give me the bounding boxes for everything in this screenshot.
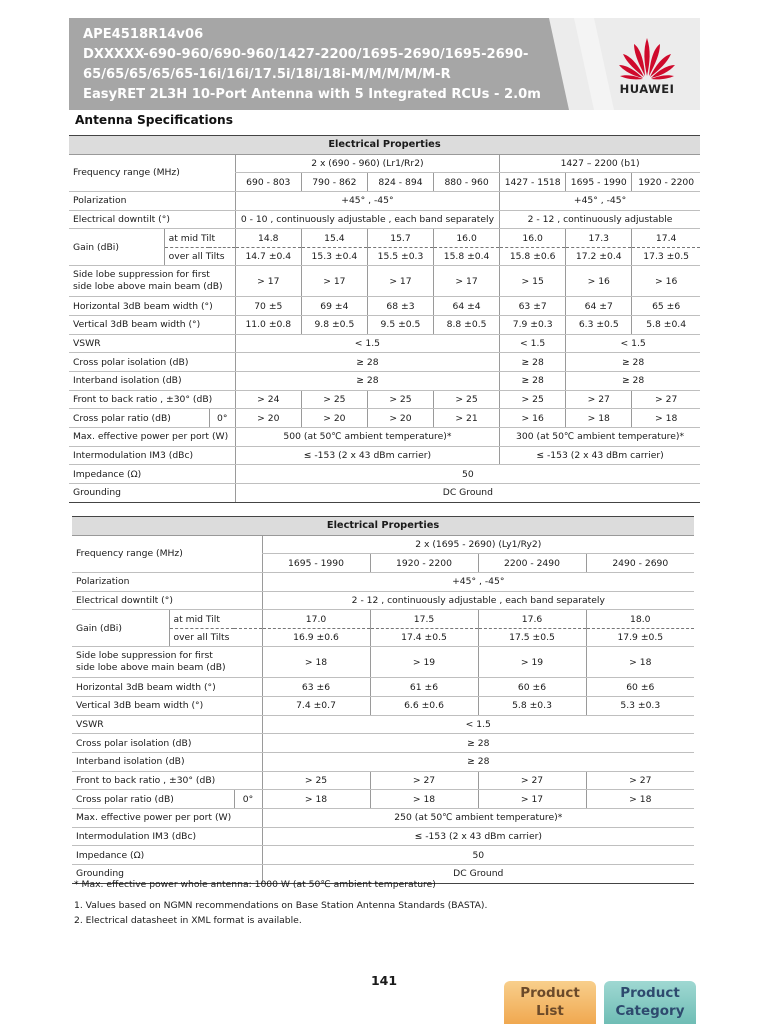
table-cell: ≥ 28 xyxy=(262,734,694,753)
table-cell: 18.0 xyxy=(586,610,694,629)
table-cell: 64 ±4 xyxy=(434,297,500,316)
row-label: Electrical downtilt (°) xyxy=(69,210,235,229)
table-cell: 50 xyxy=(235,465,700,484)
table-row xyxy=(69,465,700,484)
huawei-petals-icon xyxy=(606,32,688,80)
button-label-line-1: Product xyxy=(520,985,580,1001)
band-group: 2 x (1695 - 2690) (Ly1/Ry2) xyxy=(262,535,694,554)
huawei-wordmark: HUAWEI xyxy=(619,82,675,96)
table-cell: > 27 xyxy=(478,771,586,790)
table-cell: 17.6 xyxy=(478,610,586,629)
table-cell: ≥ 28 xyxy=(235,353,499,372)
row-label xyxy=(69,266,235,297)
table-cell: 15.7 xyxy=(367,229,433,248)
table-cell: 300 (at 50℃ ambient temperature)* xyxy=(500,427,700,446)
table-cell: 15.4 xyxy=(301,229,367,248)
table-cell: > 20 xyxy=(367,409,433,428)
table-cell: +45° , -45° xyxy=(500,191,700,210)
table-cell: 16.0 xyxy=(500,229,566,248)
table-row xyxy=(72,771,694,790)
row-label: Frequency range (MHz) xyxy=(69,154,235,191)
sub-label: at mid Tilt xyxy=(169,610,262,629)
table-row xyxy=(69,483,700,502)
table-cell: 17.3 ±0.5 xyxy=(632,247,700,266)
row-label: Cross polar ratio (dB) xyxy=(72,790,234,809)
table-cell: > 19 xyxy=(370,647,478,678)
row-label: Gain (dBi) xyxy=(72,610,169,647)
row-label: Frequency range (MHz) xyxy=(72,535,262,572)
page-number: 141 xyxy=(370,973,398,988)
table-cell: 14.7 ±0.4 xyxy=(235,247,301,266)
table-cell: > 16 xyxy=(500,409,566,428)
row-label: Front to back ratio , ±30° (dB) xyxy=(69,390,235,409)
product-list-button[interactable] xyxy=(504,981,596,1024)
table-row xyxy=(72,846,694,865)
angle-cell: 0° xyxy=(234,790,262,809)
table-row xyxy=(72,734,694,753)
table-cell: ≤ -153 (2 x 43 dBm carrier) xyxy=(235,446,499,465)
band-cell: 1695 - 1990 xyxy=(566,173,632,192)
electrical-properties-table-2 xyxy=(72,516,694,884)
button-label-line-2: List xyxy=(536,1003,564,1019)
row-label: Horizontal 3dB beam width (°) xyxy=(69,297,235,316)
table-title: Electrical Properties xyxy=(69,136,700,155)
table-cell: ≥ 28 xyxy=(500,372,566,391)
table-cell: 17.3 xyxy=(566,229,632,248)
band-cell: 1695 - 1990 xyxy=(262,554,370,573)
table-cell: +45° , -45° xyxy=(262,572,694,591)
table-cell: 17.0 xyxy=(262,610,370,629)
table-row xyxy=(72,827,694,846)
table-cell: 2 - 12 , continuously adjustable , each band separately xyxy=(262,591,694,610)
table-cell: 0 - 10 , continuously adjustable , each band separately xyxy=(235,210,499,229)
band-cell: 824 - 894 xyxy=(367,173,433,192)
table-cell: 50 xyxy=(262,846,694,865)
row-label-line-2: side lobe above main beam (dB) xyxy=(76,662,226,674)
row-label xyxy=(72,647,262,678)
table-row xyxy=(72,647,694,678)
table-cell: 61 ±6 xyxy=(370,678,478,697)
table-title: Electrical Properties xyxy=(72,517,694,536)
angle-cell: 0° xyxy=(209,409,235,428)
table-cell: 63 ±6 xyxy=(262,678,370,697)
row-label: VSWR xyxy=(69,334,235,353)
table-cell: 7.9 ±0.3 xyxy=(500,316,566,335)
band-cell: 1427 - 1518 xyxy=(500,173,566,192)
table-cell: 6.3 ±0.5 xyxy=(566,316,632,335)
row-label: Intermodulation IM3 (dBc) xyxy=(72,827,262,846)
table-row xyxy=(69,191,700,210)
row-label: Cross polar isolation (dB) xyxy=(69,353,235,372)
table-row xyxy=(69,353,700,372)
table-cell: ≥ 28 xyxy=(500,353,566,372)
band-cell: 1920 - 2200 xyxy=(370,554,478,573)
table-cell: 8.8 ±0.5 xyxy=(434,316,500,335)
table-cell: 7.4 ±0.7 xyxy=(262,697,370,716)
table-cell: > 20 xyxy=(235,409,301,428)
table-header-row xyxy=(69,136,700,155)
table-cell: > 17 xyxy=(301,266,367,297)
product-description: EasyRET 2L3H 10-Port Antenna with 5 Integrated RCUs - 2.0m xyxy=(83,87,541,102)
table-cell: > 19 xyxy=(478,647,586,678)
table-cell: > 18 xyxy=(586,790,694,809)
table-row xyxy=(69,446,700,465)
table-cell: DC Ground xyxy=(235,483,700,502)
table-row xyxy=(69,409,700,428)
band-group-high: 1427 – 2200 (b1) xyxy=(500,154,700,173)
table-cell: 17.5 ±0.5 xyxy=(478,628,586,647)
table-cell: > 27 xyxy=(370,771,478,790)
header-banner xyxy=(69,18,700,110)
product-model: APE4518R14v06 xyxy=(83,27,204,42)
table-cell: > 16 xyxy=(632,266,700,297)
footnote-1: 1. Values based on NGMN recommendations on Base Station Antenna Standards (BASTA). xyxy=(74,900,488,911)
product-category-button[interactable] xyxy=(604,981,696,1024)
row-label: Cross polar isolation (dB) xyxy=(72,734,262,753)
table-cell: 17.4 ±0.5 xyxy=(370,628,478,647)
table-cell: 63 ±7 xyxy=(500,297,566,316)
band-cell: 1920 - 2200 xyxy=(632,173,700,192)
row-label: Horizontal 3dB beam width (°) xyxy=(72,678,262,697)
table-cell: > 15 xyxy=(500,266,566,297)
row-label: Gain (dBi) xyxy=(69,229,164,266)
table-row xyxy=(69,334,700,353)
table-cell: > 16 xyxy=(566,266,632,297)
table-cell: > 25 xyxy=(500,390,566,409)
band-cell: 690 - 803 xyxy=(235,173,301,192)
table-cell: 5.8 ±0.4 xyxy=(632,316,700,335)
row-label-line-1: Side lobe suppression for first xyxy=(73,269,210,281)
table-row xyxy=(72,535,694,554)
table-cell: 500 (at 50℃ ambient temperature)* xyxy=(235,427,499,446)
table-row xyxy=(69,154,700,173)
table-cell: > 18 xyxy=(586,647,694,678)
table-header-row xyxy=(72,517,694,536)
table-cell: > 17 xyxy=(478,790,586,809)
power-footnote: * Max. effective power whole antenna: 1000 W (at 50℃ ambient temperature) xyxy=(74,879,436,890)
row-label-line-2: side lobe above main beam (dB) xyxy=(73,281,223,293)
huawei-logo xyxy=(606,32,688,98)
table-cell: > 25 xyxy=(262,771,370,790)
table-cell: 15.3 ±0.4 xyxy=(301,247,367,266)
table-cell: < 1.5 xyxy=(262,715,694,734)
table-cell: > 25 xyxy=(301,390,367,409)
table-cell: DC Ground xyxy=(262,864,694,883)
table-cell: > 27 xyxy=(632,390,700,409)
table-cell: 11.0 ±0.8 xyxy=(235,316,301,335)
table-cell: < 1.5 xyxy=(566,334,700,353)
row-label: Vertical 3dB beam width (°) xyxy=(69,316,235,335)
table-row xyxy=(72,610,694,629)
row-label: Impedance (Ω) xyxy=(72,846,262,865)
table-cell: > 18 xyxy=(370,790,478,809)
band-cell: 880 - 960 xyxy=(434,173,500,192)
table-cell: 15.8 ±0.4 xyxy=(434,247,500,266)
footnote-2: 2. Electrical datasheet in XML format is available. xyxy=(74,915,302,926)
table-cell: ≥ 28 xyxy=(262,753,694,772)
table-cell: > 25 xyxy=(367,390,433,409)
table-row xyxy=(69,390,700,409)
table-cell: 65 ±6 xyxy=(632,297,700,316)
table-cell: ≥ 28 xyxy=(566,353,700,372)
band-cell: 2200 - 2490 xyxy=(478,554,586,573)
table-cell: 16.0 xyxy=(434,229,500,248)
table-cell: 5.8 ±0.3 xyxy=(478,697,586,716)
table-cell: 9.8 ±0.5 xyxy=(301,316,367,335)
table-cell: > 17 xyxy=(367,266,433,297)
row-label: Grounding xyxy=(69,483,235,502)
row-label: Max. effective power per port (W) xyxy=(69,427,235,446)
table-cell: 14.8 xyxy=(235,229,301,248)
table-cell: 16.9 ±0.6 xyxy=(262,628,370,647)
table-cell: > 18 xyxy=(262,647,370,678)
table-row xyxy=(69,266,700,297)
row-label: Polarization xyxy=(69,191,235,210)
table-cell: > 24 xyxy=(235,390,301,409)
sub-label: over all Tilts xyxy=(169,628,262,647)
table-cell: 17.5 xyxy=(370,610,478,629)
table-cell: > 27 xyxy=(566,390,632,409)
table-cell: 5.3 ±0.3 xyxy=(586,697,694,716)
row-label: Max. effective power per port (W) xyxy=(72,808,262,827)
table-row xyxy=(69,297,700,316)
table-row xyxy=(69,316,700,335)
table-cell: 17.9 ±0.5 xyxy=(586,628,694,647)
table-row xyxy=(69,427,700,446)
table-row xyxy=(69,210,700,229)
row-label: Polarization xyxy=(72,572,262,591)
table-row xyxy=(72,808,694,827)
table-cell: 70 ±5 xyxy=(235,297,301,316)
table-cell: 15.8 ±0.6 xyxy=(500,247,566,266)
table-cell: 9.5 ±0.5 xyxy=(367,316,433,335)
sub-label: at mid Tilt xyxy=(164,229,235,248)
table-row xyxy=(72,697,694,716)
table-row xyxy=(69,247,700,266)
table-cell: < 1.5 xyxy=(235,334,499,353)
row-label: Electrical downtilt (°) xyxy=(72,591,262,610)
table-cell: > 18 xyxy=(632,409,700,428)
table-cell: 15.5 ±0.3 xyxy=(367,247,433,266)
table-cell: > 27 xyxy=(586,771,694,790)
table-cell: > 17 xyxy=(434,266,500,297)
table-cell: 2 - 12 , continuously adjustable xyxy=(500,210,700,229)
table-cell: > 18 xyxy=(262,790,370,809)
row-label-line-1: Side lobe suppression for first xyxy=(76,650,213,662)
table-cell: 17.2 ±0.4 xyxy=(566,247,632,266)
table-row xyxy=(72,678,694,697)
button-label-line-1: Product xyxy=(620,985,680,1001)
row-label: VSWR xyxy=(72,715,262,734)
table-cell: 69 ±4 xyxy=(301,297,367,316)
table-row xyxy=(72,572,694,591)
table-cell: ≤ -153 (2 x 43 dBm carrier) xyxy=(262,827,694,846)
table-cell: > 17 xyxy=(235,266,301,297)
table-row xyxy=(72,591,694,610)
row-label: Cross polar ratio (dB) xyxy=(69,409,209,428)
table-cell: 6.6 ±0.6 xyxy=(370,697,478,716)
table-row xyxy=(72,753,694,772)
sub-label: over all Tilts xyxy=(164,247,235,266)
table-cell: 60 ±6 xyxy=(586,678,694,697)
row-label: Grounding xyxy=(72,864,262,883)
electrical-properties-table-1 xyxy=(69,135,700,503)
table-cell: > 21 xyxy=(434,409,500,428)
product-title-block xyxy=(83,25,541,105)
row-label: Intermodulation IM3 (dBc) xyxy=(69,446,235,465)
table-cell: > 25 xyxy=(434,390,500,409)
band-cell: 790 - 862 xyxy=(301,173,367,192)
row-label: Interband isolation (dB) xyxy=(72,753,262,772)
table-row xyxy=(72,790,694,809)
band-group-low: 2 x (690 - 960) (Lr1/Rr2) xyxy=(235,154,499,173)
row-label: Impedance (Ω) xyxy=(69,465,235,484)
table-cell: 68 ±3 xyxy=(367,297,433,316)
table-cell: 17.4 xyxy=(632,229,700,248)
table-row xyxy=(72,715,694,734)
table-cell: 60 ±6 xyxy=(478,678,586,697)
table-row xyxy=(69,229,700,248)
table-cell: > 20 xyxy=(301,409,367,428)
row-label: Vertical 3dB beam width (°) xyxy=(72,697,262,716)
table-row xyxy=(69,372,700,391)
section-title: Antenna Specifications xyxy=(75,113,233,127)
table-cell: 64 ±7 xyxy=(566,297,632,316)
table-cell: ≥ 28 xyxy=(235,372,499,391)
product-code-line-1: DXXXXX-690-960/690-960/1427-2200/1695-2690/1695-2690- xyxy=(83,47,529,62)
table-cell: ≥ 28 xyxy=(566,372,700,391)
table-cell: < 1.5 xyxy=(500,334,566,353)
table-cell: +45° , -45° xyxy=(235,191,499,210)
table-cell: 250 (at 50℃ ambient temperature)* xyxy=(262,808,694,827)
table-cell: ≤ -153 (2 x 43 dBm carrier) xyxy=(500,446,700,465)
band-cell: 2490 - 2690 xyxy=(586,554,694,573)
product-code-line-2: 65/65/65/65/65-16i/16i/17.5i/18i/18i-M/M/M/M/M-R xyxy=(83,67,451,82)
button-label-line-2: Category xyxy=(615,1003,685,1019)
row-label: Front to back ratio , ±30° (dB) xyxy=(72,771,262,790)
table-cell: > 18 xyxy=(566,409,632,428)
row-label: Interband isolation (dB) xyxy=(69,372,235,391)
